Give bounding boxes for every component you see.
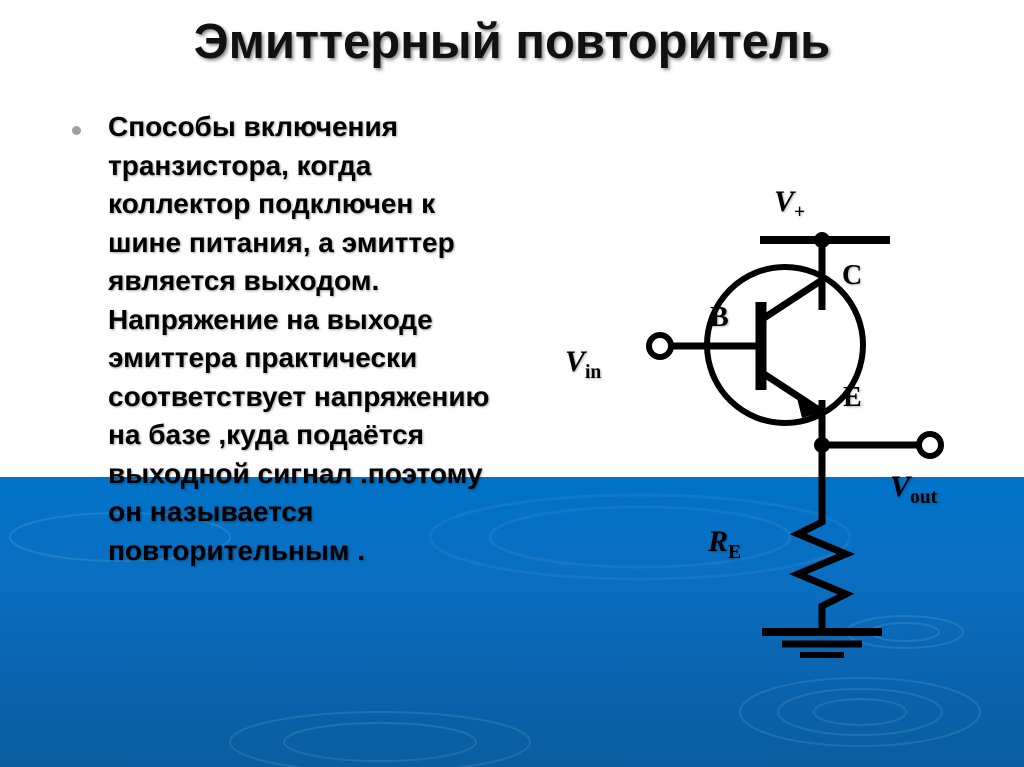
- supply-node-dot: [814, 232, 830, 248]
- page-title: Эмиттерный повторитель: [193, 15, 831, 69]
- label-emitter: E: [843, 382, 862, 413]
- circuit-svg: [530, 150, 1020, 670]
- body-paragraph: Способы включения транзистора, когда коллектор подключен к шине питания, а эмиттер является выходом. Напряжение на выходе эмиттера практически соответствует напряжению на базе ,куда подаётся выходной сигнал .поэтому он называется повторительным .: [108, 111, 498, 566]
- circuit-diagram: [530, 150, 1020, 670]
- bullet-dot-icon: [72, 126, 81, 135]
- output-terminal: [919, 434, 941, 456]
- label-output: $V_{out}$: [890, 470, 938, 508]
- label-supply: $V_+$: [774, 185, 806, 223]
- label-resistor: $R_E$: [708, 525, 742, 563]
- label-collector: C: [842, 260, 863, 291]
- emitter-node-dot: [814, 437, 830, 453]
- label-base: B: [710, 302, 729, 333]
- label-input: $V_{in}$: [565, 345, 602, 383]
- input-terminal: [649, 335, 671, 357]
